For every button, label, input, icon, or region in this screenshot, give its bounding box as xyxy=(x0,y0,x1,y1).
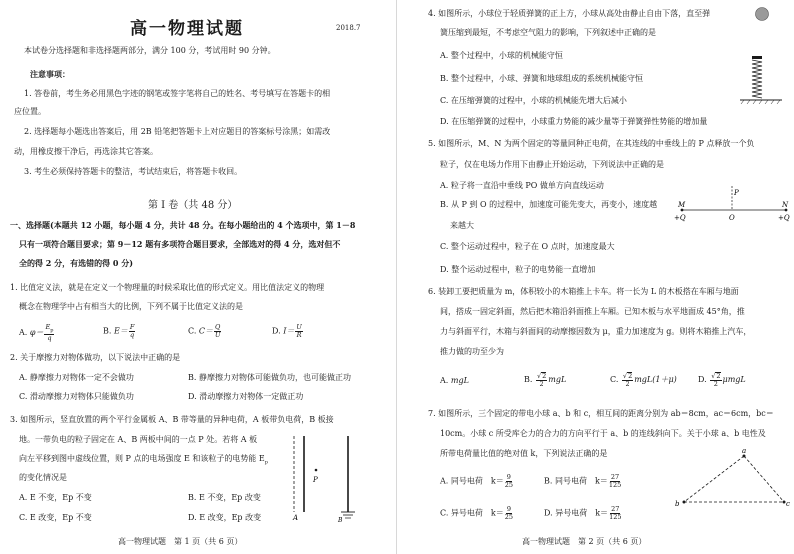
q1-stem: 1. 比值定义法，就是在定义一个物理量的时候采取比值的形式定义。用比值法定义的物理 xyxy=(10,283,325,292)
q5-option-d: D. 整个运动过程中，粒子的电势能一直增加 xyxy=(440,265,596,274)
notice-line: 2. 选择题每小题选出答案后，用 2B 铅笔把答题卡上对应题目的答案标号涂黑；如需改 xyxy=(24,127,331,136)
q7-side-ac xyxy=(744,456,784,502)
q5-label-n: N xyxy=(782,201,789,209)
q3-option-d: D. E 改变，Ep 改变 xyxy=(188,513,262,522)
q5-label-m: M xyxy=(678,201,686,209)
q7-triangle-figure xyxy=(672,446,794,512)
section-intro: 全的得 2 分，有选错的得 0 分) xyxy=(19,258,134,268)
q3-stem: 向左平移到图中虚线位置，则 P 点的电场强度 E 和该粒子的电势能 $E_p$ xyxy=(19,454,268,466)
q7-stem: 所带电荷量比值的绝对值 k，下列说法正确的是 xyxy=(440,449,608,458)
q3-label-p: P xyxy=(313,476,318,484)
q7-option-a: A. 同号电荷 k＝ $\frac{9}{25}$ xyxy=(440,473,513,489)
q5-label-charge-right: +Q xyxy=(778,214,790,222)
page-footer: 高一物理试题 第 2 页（共 6 页） xyxy=(522,537,647,546)
q5-option-b: B. 从 P 到 O 的过程中，加速度可能先变大，再变小，速度越 xyxy=(440,200,658,209)
q7-stem: 10cm。小球 c 所受库仑力的合力的方向平行于 a、b 的连线斜向下。关于小球 a、b 电性及 xyxy=(440,429,766,438)
q3-label-b: B xyxy=(338,517,343,524)
page-footer: 高一物理试题 第 1 页（共 6 页） xyxy=(118,537,243,546)
q4-stem: 簧压缩到最短，不考虑空气阻力的影响，下列叙述中正确的是 xyxy=(440,28,656,37)
q5-charges-figure xyxy=(672,182,794,230)
q5-option-c: C. 整个运动过程中，粒子在 O 点时，加速度最大 xyxy=(440,242,615,251)
q4-option-d: D. 在压缩弹簧的过程中，小球重力势能的减少量等于弹簧弹性势能的增加量 xyxy=(440,117,708,126)
q4-spring-top xyxy=(752,56,762,59)
q5-label-p: P xyxy=(734,189,739,197)
q1-option-a: A. φ＝ $\frac{E_p}{q}$ xyxy=(19,323,54,343)
q7-ball-b xyxy=(683,501,686,504)
q6-option-b: B. $\frac{√2}{2}$ mgL xyxy=(524,372,567,388)
q4-stem: 4. 如图所示，小球位于轻质弹簧的正上方，小球从高处由静止自由下落，直至弹 xyxy=(428,9,711,18)
q5-option-b-cont: 来越大 xyxy=(450,221,474,230)
q4-ball xyxy=(756,8,769,21)
notice-line: 动，用橡皮擦干净后，再选涂其它答案。 xyxy=(14,147,158,156)
q5-charge-m xyxy=(681,209,684,212)
q2-option-c: C. 滑动摩擦力对物体只能做负功 xyxy=(19,392,134,401)
q5-label-o: O xyxy=(729,214,735,222)
q3-stem: 地。一带负电的粒子固定在 A、B 两板中间的一点 P 处。若将 A 板 xyxy=(19,435,258,444)
q6-stem: 推力做的功至少为 xyxy=(440,347,504,356)
exam-date: 2018.7 xyxy=(336,24,361,32)
page-fold-divider xyxy=(396,0,397,554)
section-intro: 一、选择题(本题共 12 小题，每小题 4 分，共计 48 分。在每小题给出的 4 个选项中，第 1－8 xyxy=(10,220,356,230)
q7-side-ab xyxy=(684,456,744,502)
notice-line: 1. 答卷前，考生务必用黑色字迹的钢笔或签字笔将自己的姓名、考号填写在答题卡的相 xyxy=(24,89,331,98)
q5-charge-n xyxy=(785,209,788,212)
q4-spring-coil xyxy=(752,60,762,98)
q3-option-b: B. E 不变，Ep 改变 xyxy=(188,493,261,502)
q2-option-b: B. 静摩擦力对物体可能做负功，也可能做正功 xyxy=(188,373,351,382)
q2-stem: 2. 关于摩擦力对物体做功，以下说法中正确的是 xyxy=(10,353,181,362)
q7-option-c: C. 异号电荷 k＝ $\frac{9}{25}$ xyxy=(440,505,514,521)
q3-label-a: A xyxy=(293,514,299,522)
q1-option-d: D. I＝ $\frac{U}{R}$ xyxy=(272,323,302,339)
q7-label-a: a xyxy=(742,447,747,455)
q7-label-c: c xyxy=(786,500,790,508)
q3-capacitor-figure xyxy=(280,432,376,524)
exam-page-2 xyxy=(402,0,794,554)
exam-intro: 本试卷分选择题和非选择题两部分，满分 100 分，考试用时 90 分钟。 xyxy=(24,46,276,55)
exam-page-1 xyxy=(0,0,392,554)
q5-stem: 5. 如图所示，M、N 为两个固定的等量同种正电荷，在其连线的中垂线上的 P 点释放一个负 xyxy=(428,139,755,148)
q3-option-a: A. E 不变，Ep 不变 xyxy=(19,493,92,502)
q4-spring-figure xyxy=(738,4,792,112)
notice-heading: 注意事项： xyxy=(30,69,70,79)
q1-stem: 概念在物理学中占有相当大的比例，下列不属于比值定义法的是 xyxy=(19,302,243,311)
q4-option-c: C. 在压缩弹簧的过程中，小球的机械能先增大后减小 xyxy=(440,96,627,105)
q5-option-a: A. 粒子将一直沿中垂线 PO 做单方向直线运动 xyxy=(440,181,604,190)
q4-option-b: B. 整个过程中，小球、弹簧和地球组成的系统机械能守恒 xyxy=(440,74,643,83)
q5-label-charge-left: +Q xyxy=(674,214,686,222)
q7-label-b: b xyxy=(675,500,680,508)
q3-stem: 3. 如图所示，竖直放置的两个平行金属板 A、B 带等量的异种电荷，A 板带负电荷，B 板接 xyxy=(10,415,334,424)
section-title: 第 Ⅰ 卷（共 48 分） xyxy=(148,200,238,211)
q6-stem: 6. 装卸工要把质量为 m，体积较小的木箱推上卡车。将一长为 L 的木板搭在车厢与地面 xyxy=(428,287,739,296)
section-intro: 只有一项符合题目要求；第 9－12 题有多项符合题目要求，全部选对的得 4 分，选对但不 xyxy=(19,239,341,249)
q6-option-a: A. mgL xyxy=(440,376,469,385)
q6-stem: 力与斜面平行，木箱与斜面间的动摩擦因数为 μ，重力加速度为 g。则将木箱推上汽车， xyxy=(440,327,752,336)
notice-line: 3. 考生必须保持答题卡的整洁，考试结束后，将答题卡收回。 xyxy=(24,167,243,176)
q2-option-a: A. 静摩擦力对物体一定不会做功 xyxy=(19,373,134,382)
q3-point-p xyxy=(315,469,318,472)
q5-stem: 粒子，仅在电场力作用下由静止开始运动，下列说法中正确的是 xyxy=(440,160,664,169)
q6-option-d: D. $\frac{√2}{2}$ μmgL xyxy=(698,372,746,388)
q6-stem: 间，搭成一固定斜面，然后把木箱沿斜面推上车厢。已知木板与水平地面成 45°角，推 xyxy=(440,307,745,316)
q3-option-c: C. E 改变，Ep 不变 xyxy=(19,513,92,522)
q3-stem: 的变化情况是 xyxy=(19,473,67,482)
q7-option-d: D. 异号电荷 k＝ $\frac{27}{125}$ xyxy=(544,505,622,521)
notice-line: 应位置。 xyxy=(14,107,46,116)
q1-option-c: C. C＝ $\frac{Q}{U}$ xyxy=(188,323,221,339)
q7-stem: 7. 如图所示，三个固定的带电小球 a、b 和 c，相互间的距离分别为 ab＝8cm，ac＝6cm，bc＝ xyxy=(428,409,774,418)
q6-option-c: C. $\frac{√2}{2}$ mgL(1＋μ) xyxy=(610,372,677,388)
exam-title: 高一物理试题 xyxy=(130,19,244,39)
q7-option-b: B. 同号电荷 k＝ $\frac{27}{125}$ xyxy=(544,473,622,489)
q2-option-d: D. 滑动摩擦力对物体一定做正功 xyxy=(188,392,304,401)
q4-option-a: A. 整个过程中，小球的机械能守恒 xyxy=(440,51,563,60)
q1-option-b: B. E＝ $\frac{F}{q}$ xyxy=(103,323,135,339)
